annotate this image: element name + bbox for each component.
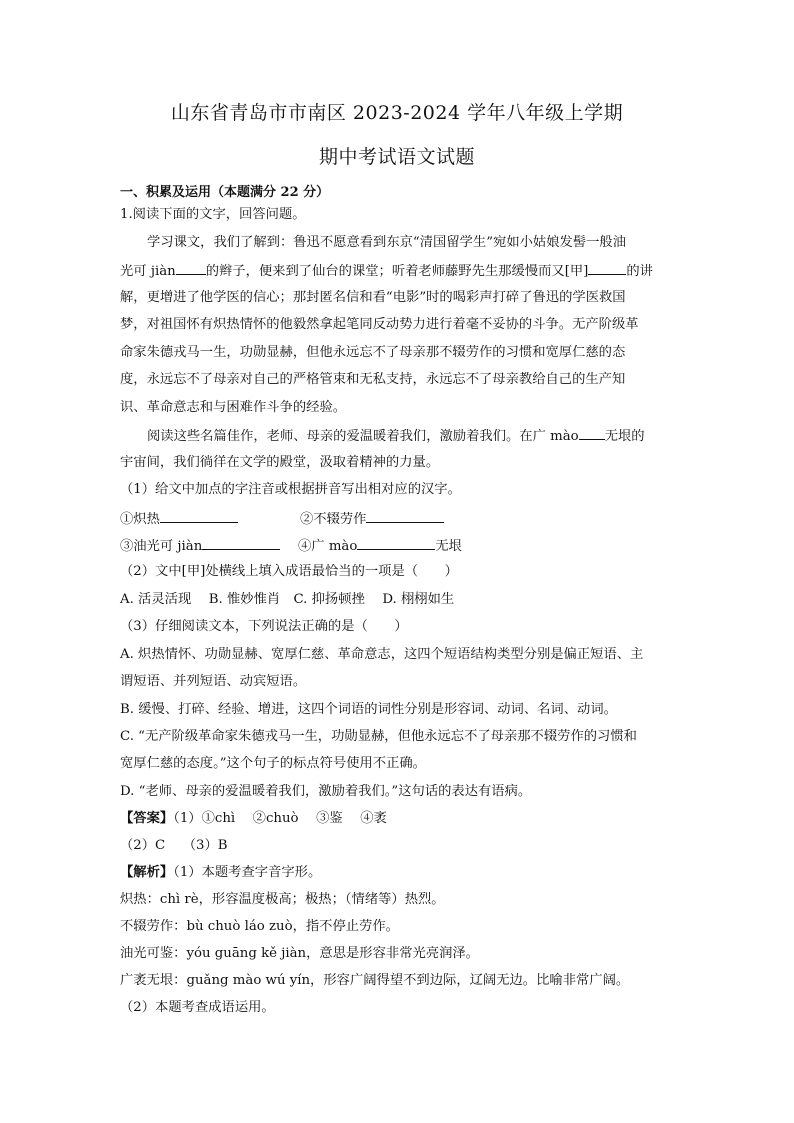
- exam-title-line2: 期中考试语文试题: [318, 146, 475, 168]
- answer-label: 【答案】: [120, 811, 174, 826]
- fill-blank: [176, 260, 206, 275]
- item-label: ③油光可 jiàn: [120, 539, 203, 554]
- answer-blank[interactable]: [357, 535, 435, 550]
- answer-blank[interactable]: [202, 535, 280, 550]
- passage-text: 光可 jiàn: [120, 264, 176, 279]
- passage-text: 的辫子，便来到了仙台的课堂；听着老师藤野先生那缓慢而又[甲]: [205, 264, 589, 279]
- exam-title-line1: 山东省青岛市市南区 2023-2024 学年八年级上学期: [170, 102, 624, 124]
- option-a-line2: 谓短语、并列短语、动宾短语。: [120, 674, 307, 689]
- item-label: ②不辍劳作: [300, 512, 367, 527]
- answer-text: （1）①chì ②chuò ③鉴 ④袤: [173, 811, 387, 826]
- subquestion-2-prompt: （2）文中[甲]处横线上填入成语最恰当的一项是（ ）: [120, 564, 458, 579]
- passage-line: 命家朱德戎马一生，功勋显赫，但他永远忘不了母亲那不辍劳作的习惯和宽厚仁慈的态: [120, 345, 626, 360]
- answer-line2: （2）C （3）B: [120, 838, 228, 853]
- option-d: D. “老师、母亲的爱温暖着我们，激励着我们。”这句话的表达有语病。: [120, 784, 532, 799]
- fill-blank: [588, 260, 626, 275]
- passage-text: 无垠的: [604, 429, 645, 444]
- option-a-line1: A. 炽热情怀、功勋显赫、宽厚仁慈、革命意志，这四个短语结构类型分别是偏正短语、主: [120, 647, 644, 662]
- option-c-line1: C. “无产阶级革命家朱德戎马一生，功勋显赫，但他永远忘不了母亲那不辍劳作的习惯和: [120, 729, 637, 744]
- subquestion-1-prompt: （1）给文中加点的字注音或根据拼音写出相对应的汉字。: [120, 482, 461, 497]
- analysis-line: 炽热：chì rè，形容温度极高；极热；（情绪等）热烈。: [120, 892, 445, 907]
- analysis-line: 油光可鉴：yóu guāng kě jiàn，意思是形容非常光亮润泽。: [120, 946, 479, 961]
- passage-line: [147, 425, 645, 447]
- item-label: 无垠: [435, 539, 462, 554]
- option-b: B. 缓慢、打碎、经验、增进，这四个词语的词性分别是形容词、动词、名词、动词。: [120, 702, 617, 717]
- analysis-line: （2）本题考查成语运用。: [120, 1000, 275, 1015]
- passage-line: 学习课文，我们了解到：鲁迅不愿意看到东京“清国留学生”宛如小姑娘发髻一般油: [147, 235, 626, 250]
- subquestion-1-item: [300, 508, 444, 530]
- item-label: ④广 mào: [298, 539, 358, 554]
- passage-text: 的讲: [626, 264, 653, 279]
- passage-line: 识、革命意志和与困难作斗争的经验。: [120, 400, 347, 415]
- section-heading: 一、积累及运用（本题满分 22 分）: [120, 185, 330, 200]
- answer-blank[interactable]: [160, 508, 238, 523]
- analysis-line: 不辍劳作：bù chuò láo zuò，指不停止劳作。: [120, 919, 399, 934]
- passage-text: 阅读这些名篇佳作，老师、母亲的爱温暖着我们，激励着我们。在广 mào: [147, 429, 579, 444]
- passage-line: 梦，对祖国怀有炽热情怀的他毅然拿起笔同反动势力进行着毫不妥协的斗争。无产阶级革: [120, 317, 639, 332]
- answer-line1: [120, 809, 387, 829]
- analysis-text: （1）本题考查字音字形。: [173, 865, 322, 880]
- subquestion-1-item: [298, 535, 462, 557]
- subquestion-2-options: A. 活灵活现 B. 惟妙惟肖 C. 抑扬顿挫 D. 栩栩如生: [120, 592, 455, 607]
- subquestion-1-item: [120, 535, 280, 557]
- analysis-line: 广袤无垠：guǎng mào wú yín，形容广阔得望不到边际，辽阔无边。比喻非常广阔。: [120, 973, 630, 988]
- analysis-label: 【解析】: [120, 865, 174, 880]
- answer-blank[interactable]: [366, 508, 444, 523]
- analysis-line1: [120, 863, 321, 883]
- subquestion-3-prompt: （3）仔细阅读文本，下列说法正确的是（ ）: [120, 619, 408, 634]
- fill-blank: [579, 425, 605, 440]
- passage-line: 解，更增进了他学医的信心；那封匿名信和看“电影”时的喝彩声打碎了鲁迅的学医救国: [120, 290, 626, 305]
- item-label: ①炽热: [120, 512, 160, 527]
- passage-line: 宇宙间，我们徜徉在文学的殿堂，汲取着精神的力量。: [120, 455, 440, 470]
- passage-line: [120, 260, 653, 282]
- passage-line: 度，永远忘不了母亲对自己的严格管束和无私支持，永远忘不了母亲教给自己的生产知: [120, 372, 626, 387]
- option-c-line2: 宽厚仁慈的态度。”这个句子的标点符号使用不正确。: [120, 756, 426, 771]
- question-stem: 1.阅读下面的文字，回答问题。: [120, 207, 306, 222]
- subquestion-1-item: [120, 508, 238, 530]
